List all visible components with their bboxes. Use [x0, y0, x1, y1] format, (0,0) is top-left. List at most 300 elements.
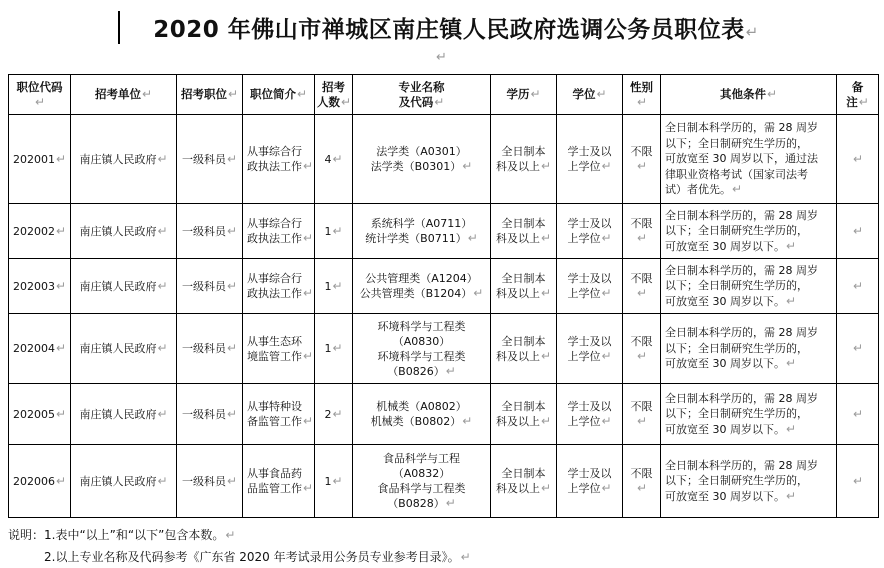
paragraph-mark-icon: ↵: [303, 481, 314, 495]
cell-line: [559, 349, 620, 364]
cell-line: [355, 481, 488, 496]
cell-line: [493, 144, 554, 159]
cell-line: [559, 159, 620, 174]
cell-gender: [623, 115, 661, 204]
cell-degree: [557, 259, 623, 314]
cell-text: 全日制本科学历的，需 28 周岁: [665, 458, 818, 472]
cell-line: [665, 341, 834, 357]
cell-count: [315, 259, 353, 314]
cell-text: 不限: [630, 145, 653, 158]
table-body: [9, 115, 879, 518]
paragraph-mark-icon: ↵: [852, 473, 864, 488]
table-row: [9, 384, 879, 445]
cell-line: [355, 216, 488, 231]
cell-majors: [353, 314, 491, 384]
cell-text: 一级科员: [181, 342, 226, 355]
cell-intro: [243, 204, 315, 259]
cell-text: 食品科学与工程: [383, 452, 460, 465]
cell-line: [247, 466, 312, 481]
cell-intro: [243, 115, 315, 204]
cell-text: 政执法工作: [247, 232, 302, 245]
paragraph-mark-icon: ↵: [332, 278, 343, 293]
paragraph-mark-icon: ↵: [226, 151, 238, 166]
paragraph-mark-icon: ↵: [157, 278, 168, 293]
cell-text: 备监管工作: [247, 415, 302, 428]
cell-text: 学士及以: [567, 467, 612, 480]
cell-line: [493, 216, 554, 231]
paragraph-mark-icon: ↵: [636, 348, 648, 363]
cell-intro: [243, 314, 315, 384]
paragraph-mark-icon: ↵: [55, 473, 67, 488]
cell-text: 从事综合行: [247, 217, 302, 230]
cell-line: [493, 334, 554, 349]
cell-line: [665, 263, 834, 279]
cell-text: 从事综合行: [247, 145, 302, 158]
column-header: [837, 75, 879, 115]
cell-edu: [491, 115, 557, 204]
header-text: 招考职位: [180, 87, 227, 101]
cell-line: [247, 334, 312, 349]
paragraph-mark-icon: ↵: [55, 223, 67, 238]
cell-text: 不限: [630, 272, 653, 285]
cell-text: 全日制本: [501, 467, 546, 480]
cell-edu: [491, 259, 557, 314]
column-header: [557, 75, 623, 115]
paragraph-mark-icon: ↵: [601, 348, 612, 363]
paragraph-mark-icon: ↵: [601, 414, 612, 428]
cell-text: 202001: [12, 152, 55, 166]
cell-count: [315, 204, 353, 259]
cell-text: 机械类（A0802）: [376, 400, 467, 413]
paragraph-mark-icon: ↵: [636, 286, 648, 300]
paragraph-mark-icon: ↵: [540, 159, 552, 173]
cell-text: 南庄镇人民政府: [79, 152, 157, 166]
cell-edu: [491, 445, 557, 518]
cell-text: 全日制本科学历的，需 28 周岁: [665, 208, 818, 222]
paragraph-mark-icon: ↵: [540, 481, 552, 495]
cell-line: [559, 231, 620, 246]
cell-line: [317, 80, 350, 95]
header-text: 招考单位: [94, 87, 141, 101]
cell-note: [837, 384, 879, 445]
cell-line: [493, 399, 554, 414]
cell-code: [9, 259, 71, 314]
cell-edu: [491, 384, 557, 445]
cell-line: [665, 325, 834, 341]
cell-degree: [557, 384, 623, 445]
cell-code: [9, 204, 71, 259]
cell-line: [665, 120, 834, 136]
header-text: 职位简介: [249, 87, 296, 101]
paragraph-mark-icon: ↵: [467, 231, 478, 245]
cell-line: [355, 349, 488, 364]
note-line-1: 说明：1.表中“以上”和“以下”包含本数。↵: [8, 528, 236, 542]
cell-text: 全日制本科学历的，需 28 周岁: [665, 121, 818, 135]
paragraph-mark-icon: ↵: [445, 496, 456, 510]
cell-text: 4: [324, 152, 332, 166]
cell-text: 试）者优先。: [665, 183, 731, 197]
cell-text: 政执法工作: [247, 160, 302, 173]
cell-text: 统计学类（B0711）: [365, 232, 467, 245]
paragraph-mark-icon: ↵: [786, 356, 797, 371]
cell-line: [355, 144, 488, 159]
cell-unit: [71, 204, 177, 259]
cell-unit: [71, 314, 177, 384]
cell-text: 以下；全日制研究生学历的，: [665, 279, 808, 293]
cell-line: [247, 481, 312, 496]
paragraph-mark-icon: ↵: [540, 231, 552, 245]
paragraph-mark-icon: ↵: [786, 421, 797, 436]
cell-text: 上学位: [567, 160, 601, 173]
cell-text: 可放宽至 30 周岁以下，通过法: [665, 152, 818, 166]
cell-cond: [661, 115, 837, 204]
cell-line: [839, 80, 876, 95]
cell-line: [665, 223, 834, 239]
paragraph-mark-icon: ↵: [303, 286, 314, 300]
paragraph-mark-icon: ↵: [596, 87, 607, 101]
cell-text: 科及以上: [495, 160, 540, 173]
paragraph-mark-icon: ↵: [303, 231, 314, 245]
paragraph-mark-icon: ↵: [786, 238, 797, 253]
cell-degree: [557, 314, 623, 384]
paragraph-mark-icon: ↵: [473, 286, 484, 300]
cell-text: 202005: [12, 407, 55, 421]
cell-line: [355, 95, 488, 110]
cell-text: 不限: [630, 217, 653, 230]
cell-text: 环境科学与工程类: [377, 319, 466, 333]
paragraph-mark-icon: ↵: [141, 87, 153, 101]
cell-text: 从事特种设: [247, 400, 302, 413]
cell-text: 科及以上: [495, 232, 540, 245]
cell-intro: [243, 445, 315, 518]
paragraph-mark-icon: ↵: [157, 406, 168, 421]
cell-line: [665, 294, 834, 310]
notes: [8, 524, 471, 568]
cell-text: 一级科员: [181, 224, 226, 238]
cell-line: [665, 278, 834, 294]
cell-text: 全日制本: [501, 334, 546, 348]
cell-line: [355, 399, 488, 414]
cell-text: 全日制本科学历的，需 28 周岁: [665, 326, 818, 340]
cell-text: 以下；全日制研究生学历的，: [665, 136, 808, 150]
cell-text: 科及以上: [495, 349, 540, 363]
cell-line: [247, 349, 312, 364]
paragraph-mark-icon: ↵: [601, 481, 612, 495]
cell-text: 学士及以: [567, 334, 612, 348]
cell-text: 1: [324, 342, 332, 355]
cell-text: 以下；全日制研究生学历的，: [665, 341, 808, 355]
cell-majors: [353, 204, 491, 259]
cell-text: 学士及以: [567, 217, 612, 230]
cell-line: [355, 364, 488, 379]
cell-text: 1: [324, 279, 332, 293]
paragraph-mark-icon: ↵: [601, 286, 612, 300]
cell-line: [665, 136, 834, 152]
cell-text: （A0832）: [392, 467, 451, 480]
paragraph-mark-icon: ↵: [157, 151, 168, 166]
column-header: [661, 75, 837, 115]
cell-count: [315, 314, 353, 384]
cell-line: [559, 144, 620, 159]
column-header: [177, 75, 243, 115]
cell-text: 全日制本: [501, 217, 546, 230]
page-title: 2020 年佛山市禅城区南庄镇人民政府选调公务员职位表↵: [153, 16, 759, 43]
paragraph-mark-icon: ↵: [636, 414, 648, 428]
cell-line: [665, 473, 834, 489]
cell-line: [355, 319, 488, 334]
cell-count: [315, 384, 353, 445]
cell-note: [837, 259, 879, 314]
cell-text: 可放宽至 30 周岁以下。: [665, 422, 785, 436]
cell-unit: [71, 445, 177, 518]
cell-cond: [661, 445, 837, 518]
cell-line: [559, 414, 620, 429]
cell-line: [355, 159, 488, 174]
table-row: [9, 115, 879, 204]
cell-line: [665, 356, 834, 372]
note-line-2: 2.以上专业名称及代码参考《广东省 2020 年考试录用公务员专业参考目录》。↵: [44, 550, 471, 564]
table-header-row: [9, 75, 879, 115]
cell-text: 科及以上: [495, 415, 540, 428]
table-row: [9, 314, 879, 384]
paragraph-mark-icon: ↵: [226, 223, 238, 238]
cell-text: 政执法工作: [247, 287, 302, 300]
cell-majors: [353, 445, 491, 518]
cell-note: [837, 445, 879, 518]
cell-line: [665, 391, 834, 407]
cell-line: [559, 334, 620, 349]
paragraph-mark-icon: ↵: [601, 231, 612, 245]
cell-text: 律职业资格考试（国家司法考: [665, 167, 808, 181]
header-text: 性别: [630, 79, 653, 94]
cell-text: 专业名称: [398, 79, 445, 94]
paragraph-mark-icon: ↵: [858, 94, 869, 109]
cell-line: [355, 286, 488, 301]
paragraph-mark-icon: ↵: [601, 159, 612, 173]
paragraph-mark-icon: ↵: [852, 223, 864, 238]
paragraph-mark-icon: ↵: [55, 151, 67, 166]
paragraph-mark-icon: ↵: [34, 94, 46, 109]
cell-line: [247, 144, 312, 159]
cell-text: 不限: [630, 334, 653, 348]
cell-text: 环境科学与工程类: [377, 349, 466, 363]
paragraph-mark-icon: ↵: [332, 473, 343, 488]
cell-intro: [243, 384, 315, 445]
paragraph-mark-icon: ↵: [303, 159, 314, 173]
cell-position: [177, 204, 243, 259]
cell-line: [665, 167, 834, 183]
cell-line: [559, 216, 620, 231]
cell-line: [355, 496, 488, 511]
cell-line: [493, 271, 554, 286]
cell-line: [355, 334, 488, 349]
cell-text: 不限: [630, 467, 653, 480]
cell-text: 科及以上: [495, 482, 540, 495]
cell-text: 一级科员: [181, 279, 226, 293]
paragraph-mark-icon: ↵: [157, 473, 168, 488]
cell-text: 南庄镇人民政府: [79, 407, 157, 421]
cell-line: [355, 466, 488, 481]
cell-code: [9, 384, 71, 445]
cell-majors: [353, 384, 491, 445]
paragraph-mark-icon: ↵: [540, 414, 552, 428]
paragraph-mark-icon: ↵: [226, 473, 238, 488]
cell-line: [559, 399, 620, 414]
cell-line: [493, 414, 554, 429]
paragraph-mark-icon: ↵: [226, 406, 238, 421]
cell-text: 一级科员: [181, 152, 226, 166]
cell-text: （A0830）: [392, 334, 451, 348]
cell-line: [559, 481, 620, 496]
cell-code: [9, 115, 71, 204]
paragraph-mark-icon: ↵: [303, 414, 314, 428]
cell-text: 一级科员: [181, 407, 226, 421]
cell-text: 全日制本: [501, 400, 546, 413]
cell-text: 注: [846, 94, 858, 109]
cell-text: 202003: [12, 279, 55, 293]
cell-line: [355, 80, 488, 95]
cell-text: 202002: [12, 224, 55, 238]
cell-gender: [623, 445, 661, 518]
paragraph-mark-icon: ↵: [636, 159, 648, 173]
paragraph-mark-icon: ↵: [636, 231, 648, 245]
cell-line: [665, 458, 834, 474]
paragraph-mark-icon: ↵: [732, 182, 743, 197]
paragraph-mark-icon: ↵: [540, 348, 552, 363]
cell-line: [355, 451, 488, 466]
header-text: 学历: [506, 87, 530, 101]
paragraph-mark-icon: ↵: [332, 151, 343, 166]
paragraph-mark-icon: ↵: [303, 348, 314, 363]
cell-text: 以下；全日制研究生学历的，: [665, 407, 808, 421]
cell-text: 备: [851, 79, 864, 94]
cell-unit: [71, 384, 177, 445]
paragraph-mark-icon: ↵: [226, 278, 238, 293]
cell-text: 南庄镇人民政府: [79, 224, 157, 238]
header-text: 学位: [572, 87, 596, 101]
cell-code: [9, 314, 71, 384]
cell-note: [837, 314, 879, 384]
cell-line: [493, 466, 554, 481]
cell-line: [247, 399, 312, 414]
cell-text: 公共管理类（B1204）: [359, 287, 473, 300]
paragraph-mark-icon: ↵: [341, 94, 352, 109]
cell-line: [493, 231, 554, 246]
table-row: [9, 204, 879, 259]
paragraph-mark-icon: ↵: [227, 87, 239, 101]
column-header: [623, 75, 661, 115]
cell-text: 南庄镇人民政府: [79, 279, 157, 293]
cell-text: 学士及以: [567, 272, 612, 285]
cell-intro: [243, 259, 315, 314]
paragraph-mark-icon: ↵: [540, 286, 552, 300]
cell-cond: [661, 314, 837, 384]
paragraph-mark-icon: ↵: [55, 406, 67, 421]
paragraph-mark-icon: ↵: [332, 223, 343, 238]
cell-text: 1: [324, 224, 332, 238]
cell-text: 机械类（B0802）: [370, 415, 462, 428]
column-header: [71, 75, 177, 115]
cell-gender: [623, 314, 661, 384]
paragraph-mark-icon: ↵: [296, 87, 308, 101]
paragraph-mark-icon: ↵: [226, 341, 238, 355]
cell-gender: [623, 384, 661, 445]
cell-position: [177, 314, 243, 384]
cell-text: 2: [324, 407, 332, 421]
cell-text: 上学位: [567, 287, 601, 300]
cell-degree: [557, 204, 623, 259]
header-text: 其他条件: [719, 87, 766, 101]
cell-majors: [353, 115, 491, 204]
cell-text: 从事综合行: [247, 272, 302, 285]
cell-line: [665, 422, 834, 438]
paragraph-mark-icon: ↵: [462, 159, 473, 173]
cell-unit: [71, 115, 177, 204]
cell-text: 可放宽至 30 周岁以下。: [665, 489, 785, 503]
cell-line: [665, 208, 834, 224]
cell-position: [177, 384, 243, 445]
cell-line: [493, 159, 554, 174]
cell-code: [9, 445, 71, 518]
paragraph-mark-icon: ↵: [332, 406, 343, 421]
cell-line: [355, 271, 488, 286]
cell-text: 202006: [12, 474, 55, 488]
cell-line: [493, 286, 554, 301]
cell-text: 系统科学（A0711）: [370, 217, 473, 230]
cell-cond: [661, 384, 837, 445]
cell-text: 1: [324, 474, 332, 488]
cell-text: 食品科学与工程类: [377, 482, 466, 495]
cell-degree: [557, 115, 623, 204]
cell-text: 及代码: [398, 94, 434, 109]
paragraph-mark-icon: ↵: [786, 488, 797, 503]
table-row: [9, 259, 879, 314]
cell-text: 招考: [322, 79, 345, 94]
cell-line: [559, 466, 620, 481]
cell-majors: [353, 259, 491, 314]
cell-position: [177, 115, 243, 204]
cell-text: 全日制本: [501, 145, 546, 158]
cell-edu: [491, 314, 557, 384]
paragraph-mark-icon: ↵: [766, 87, 778, 101]
column-header: [315, 75, 353, 115]
column-header: [243, 75, 315, 115]
cell-line: [355, 231, 488, 246]
cell-line: [493, 481, 554, 496]
paragraph-mark-icon: ↵: [530, 87, 541, 101]
cell-line: [247, 414, 312, 429]
paragraph-mark-icon: ↵: [157, 223, 168, 238]
column-header: [9, 75, 71, 115]
cell-text: 上学位: [567, 415, 601, 428]
cell-cond: [661, 259, 837, 314]
cell-text: 全日制本: [501, 272, 546, 285]
cell-edu: [491, 204, 557, 259]
column-header: [491, 75, 557, 115]
cell-line: [317, 95, 350, 110]
cell-text: 可放宽至 30 周岁以下。: [665, 357, 785, 371]
paragraph-mark-icon: ↵: [445, 363, 456, 378]
cell-line: [559, 286, 620, 301]
cell-line: [493, 349, 554, 364]
cell-text: 以下；全日制研究生学历的，: [665, 224, 808, 238]
cell-line: [665, 406, 834, 422]
cell-gender: [623, 204, 661, 259]
cell-text: 品监管工作: [247, 482, 302, 495]
paragraph-mark-icon: ↵: [332, 341, 343, 355]
cell-text: 法学类（B0301）: [370, 160, 462, 173]
cell-text: 从事食品药: [247, 467, 302, 480]
